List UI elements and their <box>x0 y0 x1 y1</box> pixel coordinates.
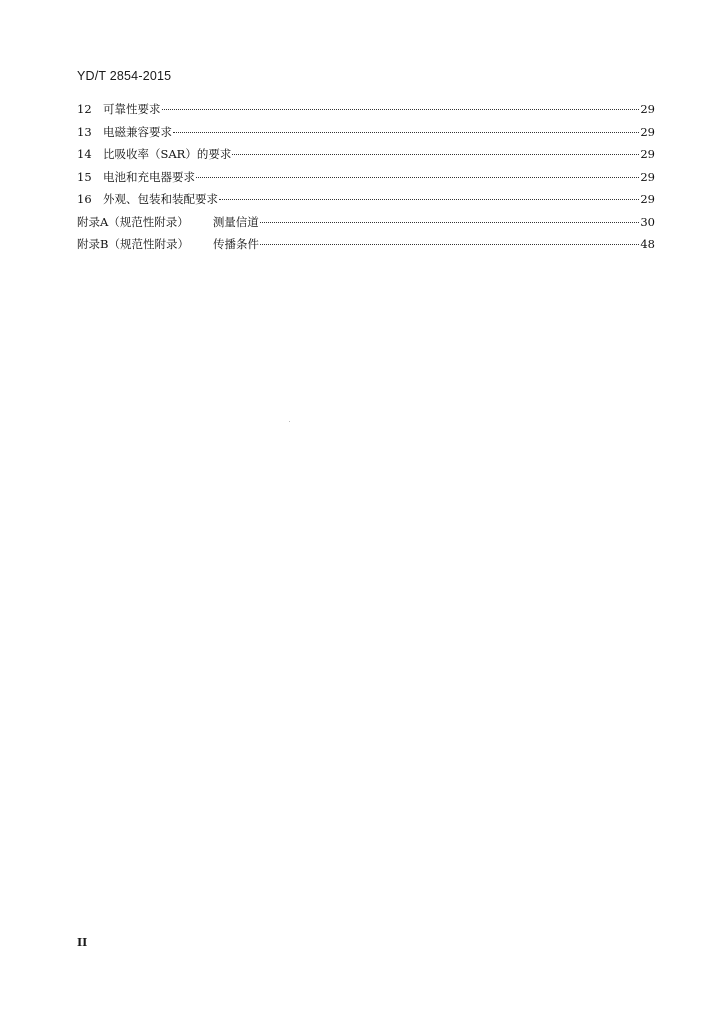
toc-entry-number: 14 <box>77 147 92 161</box>
toc-dot-leader <box>162 108 640 110</box>
toc-entry-title: 电池和充电器要求 <box>103 169 195 184</box>
toc-dot-leader <box>260 243 639 245</box>
toc-entry-title: 附录A（规范性附录） <box>77 214 189 229</box>
toc-entry-subtitle: 传播条件 <box>212 237 259 251</box>
toc-entry-annex-b[interactable] <box>77 233 655 256</box>
toc-entry-page: 29 <box>640 169 655 184</box>
standard-code-header: YD/T 2854-2015 <box>77 69 172 83</box>
page-number: II <box>77 936 88 949</box>
toc-entry-page: 29 <box>640 102 655 116</box>
table-of-contents <box>77 98 655 256</box>
toc-entry[interactable] <box>77 143 655 166</box>
toc-dot-leader <box>219 198 639 200</box>
toc-entry-number: 12 <box>77 102 92 116</box>
toc-dot-leader <box>173 131 639 133</box>
toc-entry-title: 附录B（规范性附录） <box>77 237 189 251</box>
toc-entry-page: 29 <box>640 192 655 206</box>
toc-entry[interactable] <box>77 98 655 121</box>
toc-entry-number: 13 <box>77 124 92 139</box>
toc-entry-subtitle: 测量信道 <box>212 214 259 229</box>
toc-dot-leader <box>196 176 639 178</box>
toc-dot-leader <box>260 221 640 223</box>
toc-entry-title: 比吸收率（SAR）的要求 <box>103 147 232 161</box>
toc-entry-page: 29 <box>640 124 655 139</box>
toc-entry-annex-a[interactable] <box>77 211 655 234</box>
toc-entry-page: 29 <box>640 147 655 161</box>
toc-entry-number: 16 <box>77 192 92 206</box>
toc-dot-leader <box>232 153 639 155</box>
toc-entry[interactable] <box>77 121 655 144</box>
toc-entry-number: 15 <box>77 169 92 184</box>
toc-entry-title: 电磁兼容要求 <box>103 124 172 139</box>
toc-entry-title: 可靠性要求 <box>103 102 161 116</box>
scan-speck <box>289 421 290 422</box>
toc-entry-page: 48 <box>640 237 655 251</box>
toc-entry-title: 外观、包装和装配要求 <box>103 192 218 206</box>
toc-entry[interactable] <box>77 188 655 211</box>
toc-entry[interactable] <box>77 166 655 189</box>
toc-entry-page: 30 <box>640 214 655 229</box>
